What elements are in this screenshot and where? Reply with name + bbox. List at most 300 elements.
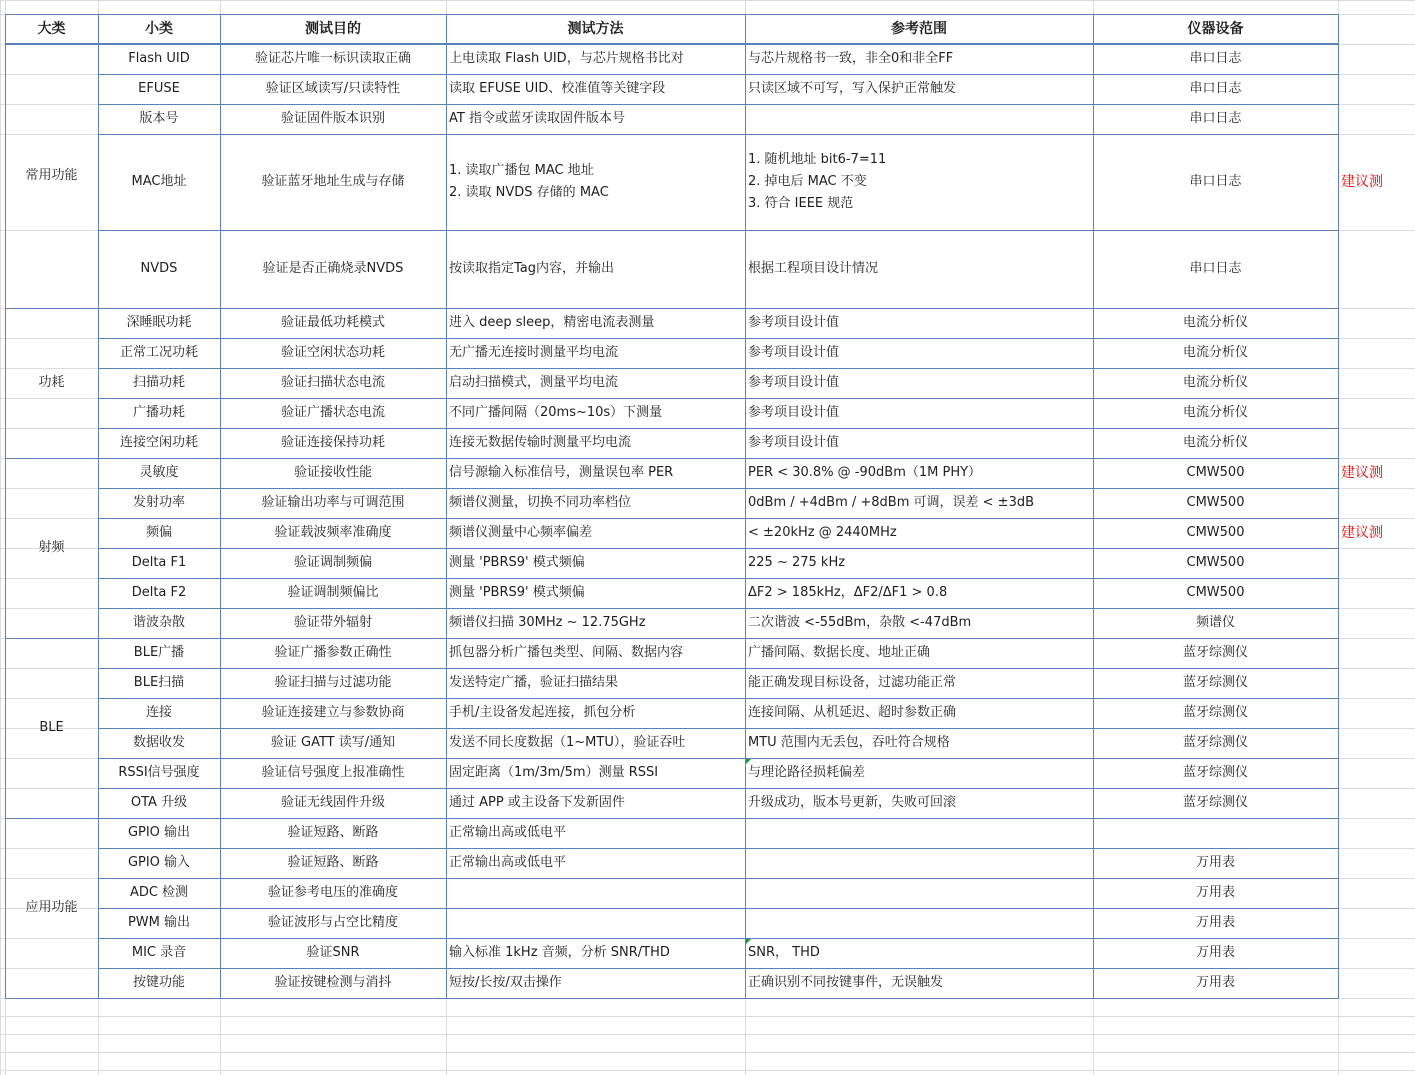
- subcategory-cell-text: MIC 录音: [131, 945, 187, 960]
- column-header-text: 测试目的: [305, 21, 361, 37]
- purpose-cell-text: 验证区域读写/只读特性: [265, 81, 401, 96]
- method-cell[interactable]: [446, 518, 745, 548]
- purpose-cell[interactable]: [220, 428, 446, 458]
- category-cell-text: BLE: [39, 720, 64, 735]
- purpose-cell-text: 验证信号强度上报准确性: [261, 765, 405, 780]
- range-cell[interactable]: [745, 368, 1093, 398]
- subcategory-cell-text: 深睡眠功耗: [126, 315, 192, 330]
- subcategory-cell-text: Delta F1: [131, 555, 187, 570]
- subcategory-cell-text: Flash UID: [128, 51, 190, 66]
- purpose-cell-text: 验证 GATT 读写/通知: [270, 735, 396, 750]
- purpose-cell-text: 验证参考电压的准确度: [267, 885, 398, 900]
- category-cell-text: 应用功能: [25, 900, 78, 915]
- column-header[interactable]: [220, 14, 446, 44]
- range-cell-text: 参考项目设计值: [748, 435, 840, 450]
- method-cell-text: 手机/主设备发起连接，抓包分析: [449, 705, 636, 720]
- device-cell[interactable]: [1093, 848, 1338, 878]
- purpose-cell[interactable]: [220, 728, 446, 758]
- purpose-cell-text: 验证蓝牙地址生成与存储: [261, 174, 405, 189]
- subcategory-cell-text: BLE扫描: [133, 675, 185, 690]
- range-cell[interactable]: [745, 338, 1093, 368]
- device-cell[interactable]: [1093, 398, 1338, 428]
- range-cell[interactable]: [745, 788, 1093, 818]
- purpose-cell[interactable]: [220, 488, 446, 518]
- method-cell-text: 固定距离（1m/3m/5m）测量 RSSI: [449, 765, 659, 780]
- subcategory-cell-text: 版本号: [139, 111, 179, 126]
- subcategory-cell-text: 发射功率: [132, 495, 185, 510]
- category-cell-text: 常用功能: [25, 168, 78, 183]
- range-cell[interactable]: [745, 878, 1093, 908]
- device-cell[interactable]: [1093, 548, 1338, 578]
- range-cell[interactable]: [745, 938, 1093, 968]
- device-cell[interactable]: [1093, 44, 1338, 74]
- method-cell[interactable]: [446, 134, 745, 230]
- purpose-cell[interactable]: [220, 104, 446, 134]
- purpose-cell-text: 验证广播状态电流: [280, 405, 385, 420]
- method-cell-text: 频谱仪扫描 30MHz ~ 12.75GHz: [449, 615, 646, 630]
- purpose-cell[interactable]: [220, 578, 446, 608]
- method-cell[interactable]: [446, 968, 745, 998]
- purpose-cell[interactable]: [220, 230, 446, 308]
- device-cell[interactable]: [1093, 458, 1338, 488]
- range-cell[interactable]: [745, 44, 1093, 74]
- device-cell-text: CMW500: [1186, 585, 1245, 600]
- method-cell[interactable]: [446, 698, 745, 728]
- purpose-cell-text: 验证接收性能: [293, 465, 372, 480]
- purpose-cell-text: 验证输出功率与可调范围: [261, 495, 405, 510]
- purpose-cell-text: 验证短路、断路: [287, 855, 379, 870]
- subcategory-cell[interactable]: [98, 488, 220, 518]
- device-cell[interactable]: [1093, 668, 1338, 698]
- method-cell[interactable]: [446, 104, 745, 134]
- method-cell-text: 读取 EFUSE UID、校准值等关键字段: [449, 81, 666, 96]
- subcategory-cell-text: EFUSE: [138, 81, 180, 96]
- device-cell-text: CMW500: [1186, 495, 1245, 510]
- gridline: [0, 1070, 1415, 1071]
- column-header[interactable]: [446, 14, 745, 44]
- subcategory-cell-text: 连接: [145, 705, 172, 720]
- note-cell[interactable]: [1338, 134, 1415, 230]
- method-cell-text: 连接无数据传输时测量平均电流: [449, 435, 632, 450]
- range-cell[interactable]: [745, 308, 1093, 338]
- method-cell-text: 正常输出高或低电平: [449, 855, 567, 870]
- subcategory-cell-text: 广播功耗: [132, 405, 185, 420]
- table-border: [5, 998, 1338, 999]
- purpose-cell[interactable]: [220, 368, 446, 398]
- device-cell-text: 蓝牙综测仪: [1182, 795, 1248, 810]
- subcategory-cell-text: 正常工况功耗: [119, 345, 198, 360]
- device-cell-text: CMW500: [1186, 525, 1245, 540]
- range-cell[interactable]: [745, 968, 1093, 998]
- range-cell-text: 与理论路径损耗偏差: [748, 765, 866, 780]
- subcategory-cell[interactable]: [98, 878, 220, 908]
- column-header-text: 小类: [145, 21, 173, 37]
- column-header[interactable]: [1093, 14, 1338, 44]
- subcategory-cell-text: GPIO 输出: [127, 825, 191, 840]
- device-cell-text: 万用表: [1195, 855, 1235, 870]
- subcategory-cell[interactable]: [98, 578, 220, 608]
- purpose-cell-text: 验证空闲状态功耗: [280, 345, 385, 360]
- purpose-cell[interactable]: [220, 458, 446, 488]
- range-cell-text: 与芯片规格书一致，非全0和非全FF: [748, 51, 954, 66]
- device-cell-text: 频谱仪: [1195, 615, 1235, 630]
- method-cell[interactable]: [446, 878, 745, 908]
- range-cell[interactable]: [745, 668, 1093, 698]
- method-cell-text: 发送特定广播，验证扫描结果: [449, 675, 619, 690]
- purpose-cell-text: 验证芯片唯一标识读取正确: [254, 51, 411, 66]
- subcategory-cell[interactable]: [98, 668, 220, 698]
- purpose-cell-text: 验证固件版本识别: [280, 111, 385, 126]
- subcategory-cell[interactable]: [98, 638, 220, 668]
- device-cell[interactable]: [1093, 578, 1338, 608]
- method-cell[interactable]: [446, 848, 745, 878]
- purpose-cell[interactable]: [220, 398, 446, 428]
- method-cell[interactable]: [446, 338, 745, 368]
- device-cell-text: 电流分析仪: [1182, 375, 1248, 390]
- subcategory-cell[interactable]: [98, 428, 220, 458]
- device-cell[interactable]: [1093, 104, 1338, 134]
- method-cell-text: 进入 deep sleep，精密电流表测量: [449, 315, 655, 330]
- gridline: [0, 0, 1415, 1]
- purpose-cell[interactable]: [220, 698, 446, 728]
- purpose-cell-text: 验证连接建立与参数协商: [261, 705, 405, 720]
- range-cell-text: 参考项目设计值: [748, 405, 840, 420]
- gridline: [0, 1052, 1415, 1053]
- range-cell-text: PER < 30.8% @ -90dBm（1M PHY）: [748, 465, 982, 480]
- subcategory-cell[interactable]: [98, 134, 220, 230]
- purpose-cell[interactable]: [220, 878, 446, 908]
- purpose-cell-text: 验证最低功耗模式: [280, 315, 385, 330]
- method-cell[interactable]: [446, 488, 745, 518]
- purpose-cell-text: 验证广播参数正确性: [274, 645, 392, 660]
- purpose-cell[interactable]: [220, 308, 446, 338]
- range-cell[interactable]: [745, 818, 1093, 848]
- comment-indicator: [746, 759, 751, 764]
- purpose-cell[interactable]: [220, 758, 446, 788]
- subcategory-cell[interactable]: [98, 908, 220, 938]
- range-cell-text: 连接间隔、从机延迟、超时参数正确: [748, 705, 957, 720]
- purpose-cell-text: 验证无线固件升级: [280, 795, 385, 810]
- method-cell-text: 短按/长按/双击操作: [449, 975, 562, 990]
- purpose-cell-text: 验证连接保持功耗: [280, 435, 385, 450]
- subcategory-cell-text: 灵敏度: [139, 465, 179, 480]
- gridline: [0, 0, 1, 1075]
- subcategory-cell[interactable]: [98, 758, 220, 788]
- subcategory-cell-text: 谐波杂散: [132, 615, 185, 630]
- device-cell[interactable]: [1093, 788, 1338, 818]
- range-cell[interactable]: [745, 728, 1093, 758]
- method-cell-text: 测量 'PBRS9' 模式频偏: [449, 555, 585, 570]
- range-cell[interactable]: [745, 908, 1093, 938]
- range-cell-text: 能正确发现目标设备，过滤功能正常: [748, 675, 957, 690]
- method-cell[interactable]: [446, 428, 745, 458]
- column-header-text: 参考范围: [891, 21, 947, 37]
- subcategory-cell[interactable]: [98, 368, 220, 398]
- category-cell[interactable]: [5, 308, 98, 458]
- range-cell[interactable]: [745, 74, 1093, 104]
- range-cell-text: SNR， THD: [748, 945, 820, 960]
- device-cell-text: 蓝牙综测仪: [1182, 735, 1248, 750]
- purpose-cell-text: 验证波形与占空比精度: [267, 915, 398, 930]
- note-cell-text: 建议测: [1341, 465, 1383, 481]
- range-cell[interactable]: [745, 578, 1093, 608]
- subcategory-cell[interactable]: [98, 788, 220, 818]
- purpose-cell-text: 验证是否正确烧录NVDS: [262, 261, 404, 276]
- purpose-cell[interactable]: [220, 74, 446, 104]
- purpose-cell[interactable]: [220, 134, 446, 230]
- device-cell-text: 串口日志: [1189, 111, 1242, 126]
- range-cell-text: ΔF2 > 185kHz，ΔF2/ΔF1 > 0.8: [748, 585, 948, 600]
- purpose-cell[interactable]: [220, 668, 446, 698]
- range-cell[interactable]: [745, 758, 1093, 788]
- method-cell[interactable]: [446, 44, 745, 74]
- range-cell-text: 225 ~ 275 kHz: [748, 555, 846, 570]
- method-cell[interactable]: [446, 818, 745, 848]
- subcategory-cell-text: PWM 输出: [127, 915, 191, 930]
- method-cell[interactable]: [446, 638, 745, 668]
- range-cell[interactable]: [745, 518, 1093, 548]
- device-cell[interactable]: [1093, 938, 1338, 968]
- device-cell[interactable]: [1093, 518, 1338, 548]
- device-cell-text: 蓝牙综测仪: [1182, 645, 1248, 660]
- purpose-cell[interactable]: [220, 908, 446, 938]
- range-cell[interactable]: [745, 458, 1093, 488]
- method-cell-text: 通过 APP 或主设备下发新固件: [449, 795, 625, 810]
- device-cell[interactable]: [1093, 368, 1338, 398]
- subcategory-cell-text: 数据收发: [132, 735, 185, 750]
- device-cell[interactable]: [1093, 608, 1338, 638]
- device-cell-text: 串口日志: [1189, 174, 1242, 189]
- device-cell[interactable]: [1093, 488, 1338, 518]
- note-cell-text: 建议测: [1341, 525, 1383, 541]
- subcategory-cell-text: 频偏: [145, 525, 172, 540]
- column-header[interactable]: [5, 14, 98, 44]
- device-cell[interactable]: [1093, 698, 1338, 728]
- device-cell[interactable]: [1093, 428, 1338, 458]
- method-cell-text: 上电读取 Flash UID，与芯片规格书比对: [449, 51, 684, 66]
- method-cell-text: 不同广播间隔（20ms~10s）下测量: [449, 405, 663, 420]
- purpose-cell[interactable]: [220, 818, 446, 848]
- method-cell-text: 按读取指定Tag内容，并输出: [449, 261, 615, 276]
- column-header-text: 测试方法: [567, 21, 624, 37]
- subcategory-cell[interactable]: [98, 230, 220, 308]
- subcategory-cell[interactable]: [98, 968, 220, 998]
- device-cell[interactable]: [1093, 638, 1338, 668]
- method-cell[interactable]: [446, 458, 745, 488]
- category-cell-text: 射频: [38, 540, 65, 555]
- device-cell[interactable]: [1093, 308, 1338, 338]
- device-cell-text: 串口日志: [1189, 51, 1242, 66]
- device-cell[interactable]: [1093, 134, 1338, 230]
- subcategory-cell[interactable]: [98, 548, 220, 578]
- method-cell[interactable]: [446, 308, 745, 338]
- range-cell[interactable]: [745, 548, 1093, 578]
- range-cell-text: 正确识别不同按键事件，无误触发: [748, 975, 944, 990]
- range-cell-text: 1. 随机地址 bit6-7=11 2. 掉电后 MAC 不变 3. 符合 IEEE 规范: [748, 152, 887, 211]
- method-cell-text: 1. 读取广播包 MAC 地址 2. 读取 NVDS 存储的 MAC: [449, 163, 609, 200]
- method-cell[interactable]: [446, 728, 745, 758]
- range-cell-text: 参考项目设计值: [748, 345, 840, 360]
- note-cell[interactable]: [1338, 458, 1415, 488]
- device-cell-text: 电流分析仪: [1182, 405, 1248, 420]
- subcategory-cell[interactable]: [98, 608, 220, 638]
- subcategory-cell[interactable]: [98, 74, 220, 104]
- range-cell-text: 广播间隔、数据长度、地址正确: [748, 645, 931, 660]
- subcategory-cell[interactable]: [98, 728, 220, 758]
- gridline: [0, 1016, 1415, 1017]
- device-cell[interactable]: [1093, 908, 1338, 938]
- subcategory-cell[interactable]: [98, 458, 220, 488]
- range-cell-text: 只读区域不可写，写入保护正常触发: [748, 81, 957, 96]
- method-cell[interactable]: [446, 368, 745, 398]
- range-cell[interactable]: [745, 848, 1093, 878]
- subcategory-cell-text: Delta F2: [131, 585, 187, 600]
- subcategory-cell-text: RSSI信号强度: [118, 765, 200, 780]
- subcategory-cell-text: ADC 检测: [129, 885, 189, 900]
- method-cell[interactable]: [446, 398, 745, 428]
- category-cell[interactable]: [5, 638, 98, 818]
- method-cell-text: AT 指令或蓝牙读取固件版本号: [449, 111, 625, 126]
- method-cell[interactable]: [446, 548, 745, 578]
- range-cell-text: 参考项目设计值: [748, 315, 840, 330]
- subcategory-cell[interactable]: [98, 698, 220, 728]
- method-cell[interactable]: [446, 74, 745, 104]
- purpose-cell-text: 验证调制频偏: [293, 555, 372, 570]
- purpose-cell[interactable]: [220, 608, 446, 638]
- device-cell-text: 电流分析仪: [1182, 345, 1248, 360]
- device-cell[interactable]: [1093, 338, 1338, 368]
- range-cell[interactable]: [745, 428, 1093, 458]
- range-cell[interactable]: [745, 608, 1093, 638]
- range-cell[interactable]: [745, 698, 1093, 728]
- range-cell[interactable]: [745, 398, 1093, 428]
- purpose-cell-text: 验证载波频率准确度: [274, 525, 392, 540]
- method-cell-text: 正常输出高或低电平: [449, 825, 567, 840]
- subcategory-cell[interactable]: [98, 44, 220, 74]
- subcategory-cell[interactable]: [98, 938, 220, 968]
- device-cell-text: 电流分析仪: [1182, 435, 1248, 450]
- method-cell-text: 频谱仪测量中心频率偏差: [449, 525, 593, 540]
- range-cell-text: 根据工程项目设计情况: [748, 261, 879, 276]
- subcategory-cell[interactable]: [98, 104, 220, 134]
- subcategory-cell[interactable]: [98, 518, 220, 548]
- range-cell-text: 升级成功，版本号更新，失败可回滚: [748, 795, 957, 810]
- purpose-cell[interactable]: [220, 938, 446, 968]
- subcategory-cell[interactable]: [98, 818, 220, 848]
- category-cell[interactable]: [5, 458, 98, 638]
- comment-indicator: [746, 939, 751, 944]
- range-cell-text: 0dBm / +4dBm / +8dBm 可调，误差 < ±3dB: [748, 495, 1035, 510]
- subcategory-cell-text: 按键功能: [132, 975, 185, 990]
- category-cell[interactable]: [5, 44, 98, 308]
- purpose-cell-text: 验证短路、断路: [287, 825, 379, 840]
- range-cell-text: < ±20kHz @ 2440MHz: [748, 525, 897, 540]
- purpose-cell-text: 验证SNR: [306, 945, 360, 960]
- note-cell[interactable]: [1338, 518, 1415, 548]
- subcategory-cell[interactable]: [98, 338, 220, 368]
- device-cell[interactable]: [1093, 878, 1338, 908]
- purpose-cell-text: 验证调制频偏比: [287, 585, 379, 600]
- range-cell[interactable]: [745, 230, 1093, 308]
- subcategory-cell-text: GPIO 输入: [127, 855, 191, 870]
- device-cell[interactable]: [1093, 968, 1338, 998]
- note-cell-text: 建议测: [1341, 174, 1383, 190]
- device-cell-text: 万用表: [1195, 945, 1235, 960]
- purpose-cell-text: 验证带外辐射: [293, 615, 372, 630]
- method-cell[interactable]: [446, 608, 745, 638]
- method-cell[interactable]: [446, 668, 745, 698]
- subcategory-cell-text: OTA 升级: [130, 795, 188, 810]
- range-cell[interactable]: [745, 104, 1093, 134]
- subcategory-cell[interactable]: [98, 398, 220, 428]
- method-cell-text: 输入标准 1kHz 音频，分析 SNR/THD: [449, 945, 670, 960]
- method-cell-text: 发送不同长度数据（1~MTU），验证吞吐: [449, 735, 686, 750]
- purpose-cell[interactable]: [220, 638, 446, 668]
- purpose-cell[interactable]: [220, 44, 446, 74]
- range-cell[interactable]: [745, 488, 1093, 518]
- column-header[interactable]: [745, 14, 1093, 44]
- method-cell-text: 频谱仪测量，切换不同功率档位: [449, 495, 632, 510]
- range-cell-text: 参考项目设计值: [748, 375, 840, 390]
- subcategory-cell-text: NVDS: [140, 261, 178, 276]
- purpose-cell-text: 验证扫描与过滤功能: [274, 675, 392, 690]
- device-cell-text: CMW500: [1186, 465, 1245, 480]
- device-cell[interactable]: [1093, 728, 1338, 758]
- purpose-cell[interactable]: [220, 788, 446, 818]
- device-cell-text: CMW500: [1186, 555, 1245, 570]
- subcategory-cell[interactable]: [98, 848, 220, 878]
- device-cell[interactable]: [1093, 818, 1338, 848]
- purpose-cell[interactable]: [220, 848, 446, 878]
- device-cell-text: 电流分析仪: [1182, 315, 1248, 330]
- method-cell[interactable]: [446, 908, 745, 938]
- method-cell-text: 无广播无连接时测量平均电流: [449, 345, 619, 360]
- range-cell[interactable]: [745, 134, 1093, 230]
- purpose-cell[interactable]: [220, 968, 446, 998]
- device-cell-text: 串口日志: [1189, 261, 1242, 276]
- method-cell[interactable]: [446, 758, 745, 788]
- method-cell[interactable]: [446, 938, 745, 968]
- purpose-cell-text: 验证扫描状态电流: [280, 375, 385, 390]
- gridline: [0, 1034, 1415, 1035]
- column-header-text: 仪器设备: [1187, 21, 1244, 37]
- purpose-cell[interactable]: [220, 338, 446, 368]
- column-header[interactable]: [98, 14, 220, 44]
- range-cell-text: 二次谐波 <-55dBm，杂散 <-47dBm: [748, 615, 972, 630]
- method-cell-text: 抓包器分析广播包类型、间隔、数据内容: [449, 645, 684, 660]
- device-cell-text: 万用表: [1195, 915, 1235, 930]
- subcategory-cell-text: 连接空闲功耗: [119, 435, 198, 450]
- method-cell-text: 启动扫描模式，测量平均电流: [449, 375, 619, 390]
- range-cell[interactable]: [745, 638, 1093, 668]
- device-cell-text: 蓝牙综测仪: [1182, 675, 1248, 690]
- device-cell[interactable]: [1093, 758, 1338, 788]
- method-cell[interactable]: [446, 578, 745, 608]
- subcategory-cell[interactable]: [98, 308, 220, 338]
- purpose-cell[interactable]: [220, 518, 446, 548]
- purpose-cell[interactable]: [220, 548, 446, 578]
- method-cell[interactable]: [446, 788, 745, 818]
- device-cell[interactable]: [1093, 230, 1338, 308]
- device-cell[interactable]: [1093, 74, 1338, 104]
- subcategory-cell-text: BLE广播: [133, 645, 185, 660]
- subcategory-cell-text: MAC地址: [131, 174, 187, 189]
- method-cell-text: 信号源输入标准信号，测量误包率 PER: [449, 465, 674, 480]
- device-cell-text: 万用表: [1195, 885, 1235, 900]
- method-cell[interactable]: [446, 230, 745, 308]
- category-cell[interactable]: [5, 818, 98, 998]
- device-cell-text: 串口日志: [1189, 81, 1242, 96]
